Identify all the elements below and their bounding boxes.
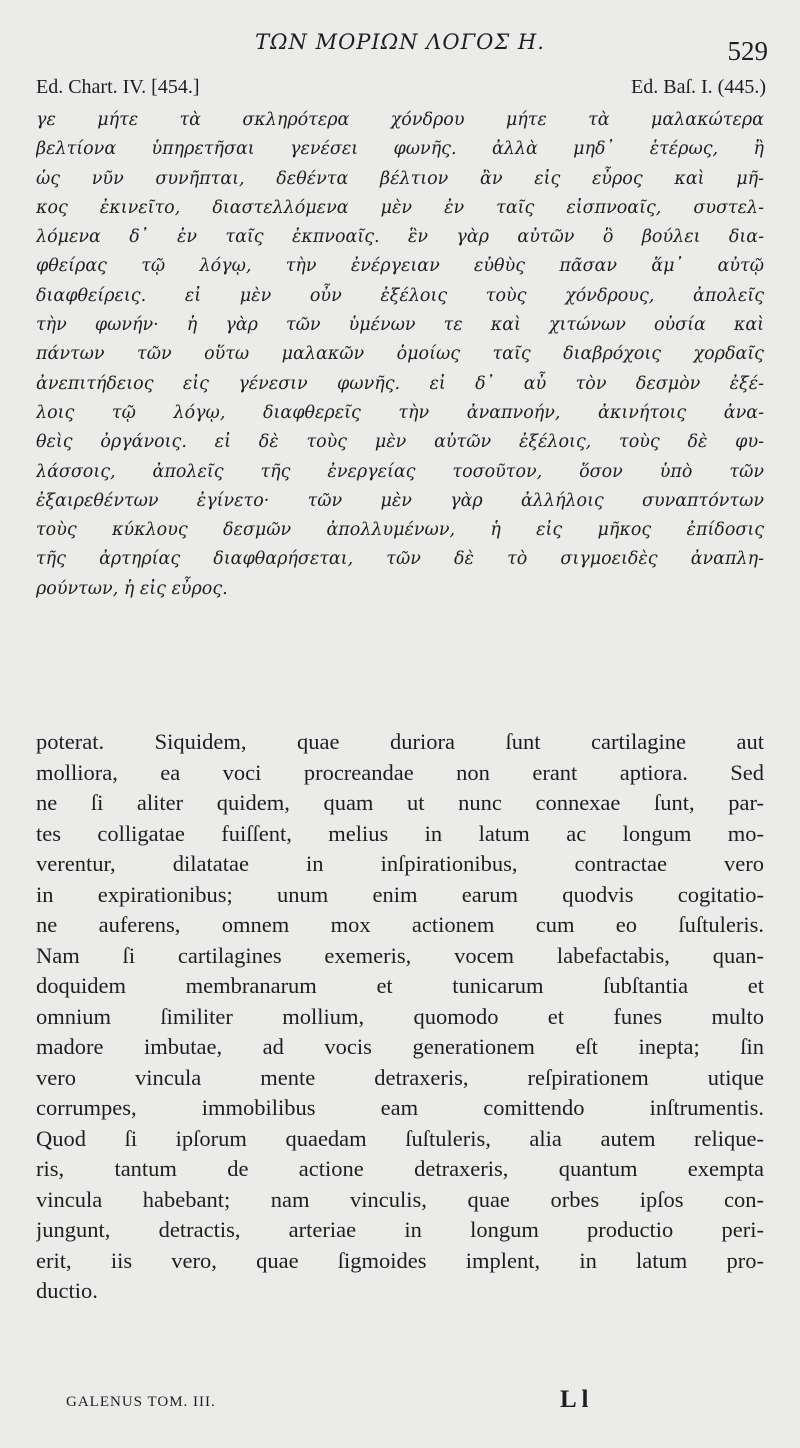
latin-text-line: Quod ſi ipſorum quaedam ſuſtuleris, alia autem relique- [36,1125,764,1151]
latin-text-line: molliora, ea voci procreandae non erant aptiora. Sed [36,759,764,785]
latin-text-line: doquidem membranarum et tunicarum ſubſtantia et [36,973,764,998]
greek-text-line: κος ἐκινεῖτο, διαστελλόμενα μὲν ἐν ταῖς εἰσπνοαῖς, συστελ- [36,197,764,218]
latin-text-line: ne ſi aliter quidem, quam ut nunc connexae ſunt, par- [36,790,764,815]
greek-text-line: βελτίονα ὑπηρετῆσαι γενέσει φωνῆς. ἀλλὰ μηδ᾽ ἑτέρως, ἢ [36,139,764,160]
latin-text-line: corrumpes, immobilibus eam comittendo inſtrumentis. [36,1095,764,1120]
latin-text-line: poterat. Siquidem, quae duriora ſunt cartilagine aut [36,729,764,754]
greek-text-line: φθείρας τῷ λόγῳ, τὴν ἐνέργειαν εὐθὺς πᾶσαν ἅμ᾽ αὐτῷ [36,256,764,277]
latin-text-line: tes colligatae fuiſſent, melius in latum ac longum mo- [36,820,764,846]
edition-reference-chartier: Ed. Chart. IV. [454.] [36,76,200,98]
edition-reference-basel: Ed. Baſ. I. (445.) [631,76,766,98]
latin-text-line: omnium ſimiliter mollium, quomodo et funes multo [36,1003,764,1029]
greek-text-line: πάντων τῶν οὕτω μαλακῶν ὁμοίως ταῖς διαβρόχοις χορδαῖς [36,344,764,365]
greek-text-block [36,106,764,604]
greek-text-line: λάσσοις, ἀπολεῖς τῆς ἐνεργείας τοσοῦτον, ὅσον ὑπὸ τῶν [36,461,764,482]
signature-mark: L l [560,1386,589,1413]
page-number: 529 [727,36,768,66]
greek-text-line: ἐξαιρεθέντων ἐγίνετο· τῶν μὲν γὰρ ἀλλήλοις συναπτόντων [36,490,764,511]
latin-text-line: ris, tantum de actione detraxeris, quantum exempta [36,1156,764,1181]
latin-text-line: erit, iis vero, quae ſigmoides implent, in latum pro- [36,1247,764,1273]
latin-text-line: jungunt, detractis, arteriae in longum productio peri- [36,1217,764,1242]
latin-text-line: ductio. [36,1278,98,1303]
greek-text-line: ὡς νῦν συνῆπται, δεθέντα βέλτιον ἂν εἰς εὖρος καὶ μῆ- [36,168,764,189]
latin-text-line: Nam ſi cartilagines exemeris, vocem labefactabis, quan- [36,942,764,968]
latin-text-line: verentur, dilatatae in inſpirationibus, contractae vero [36,851,764,876]
greek-text-line: λόμενα δ᾽ ἐν ταῖς ἐκπνοαῖς. ἓν γὰρ αὐτῶν ὃ βούλει δια- [36,227,764,248]
latin-text-line: vero vincula mente detraxeris, reſpirationem utique [36,1064,764,1090]
greek-text-line: θεὶς ὀργάνοις. εἰ δὲ τοὺς μὲν αὐτῶν ἐξέλοις, τοὺς δὲ φυ- [36,432,764,453]
running-title: ΤΩΝ ΜΟΡΙΩΝ ΛΟΓΟΣ Η. [255,30,545,54]
greek-text-line: τῆς ἀρτηρίας διαφθαρήσεται, τῶν δὲ τὸ σιγμοειδὲς ἀναπλη- [36,549,764,570]
volume-footer: GALENUS TOM. III. [66,1394,216,1410]
greek-text-line: γε μήτε τὰ σκληρότερα χόνδρου μήτε τὰ μαλακώτερα [36,110,764,130]
greek-text-line: τοὺς κύκλους δεσμῶν ἀπολλυμένων, ἡ εἰς μῆκος ἐπίδοσις [36,520,764,541]
latin-text-line: in expirationibus; unum enim earum quodvis cogitatio- [36,881,764,907]
latin-text-line: vincula habebant; nam vinculis, quae orbes ipſos con- [36,1186,764,1212]
greek-text-line: ρούντων, ἡ εἰς εὖρος. [36,578,228,599]
greek-text-line: τὴν φωνήν· ἡ γὰρ τῶν ὑμένων τε καὶ χιτώνων οὐσία καὶ [36,315,764,336]
greek-text-line: διαφθείρεις. εἰ μὲν οὖν ἐξέλοις τοὺς χόνδρους, ἀπολεῖς [36,285,764,306]
latin-text-block [36,727,764,1307]
greek-text-line: ἀνεπιτήδειος εἰς γένεσιν φωνῆς. εἰ δ᾽ αὖ τὸν δεσμὸν ἐξέ- [36,373,764,394]
latin-text-line: madore imbutae, ad vocis generationem eſt inepta; ſin [36,1034,764,1059]
latin-text-line: ne auferens, omnem mox actionem cum eo ſuſtuleris. [36,912,764,937]
greek-text-line: λοις τῷ λόγῳ, διαφθερεῖς τὴν ἀναπνοήν, ἀκινήτοις ἀνα- [36,402,764,423]
